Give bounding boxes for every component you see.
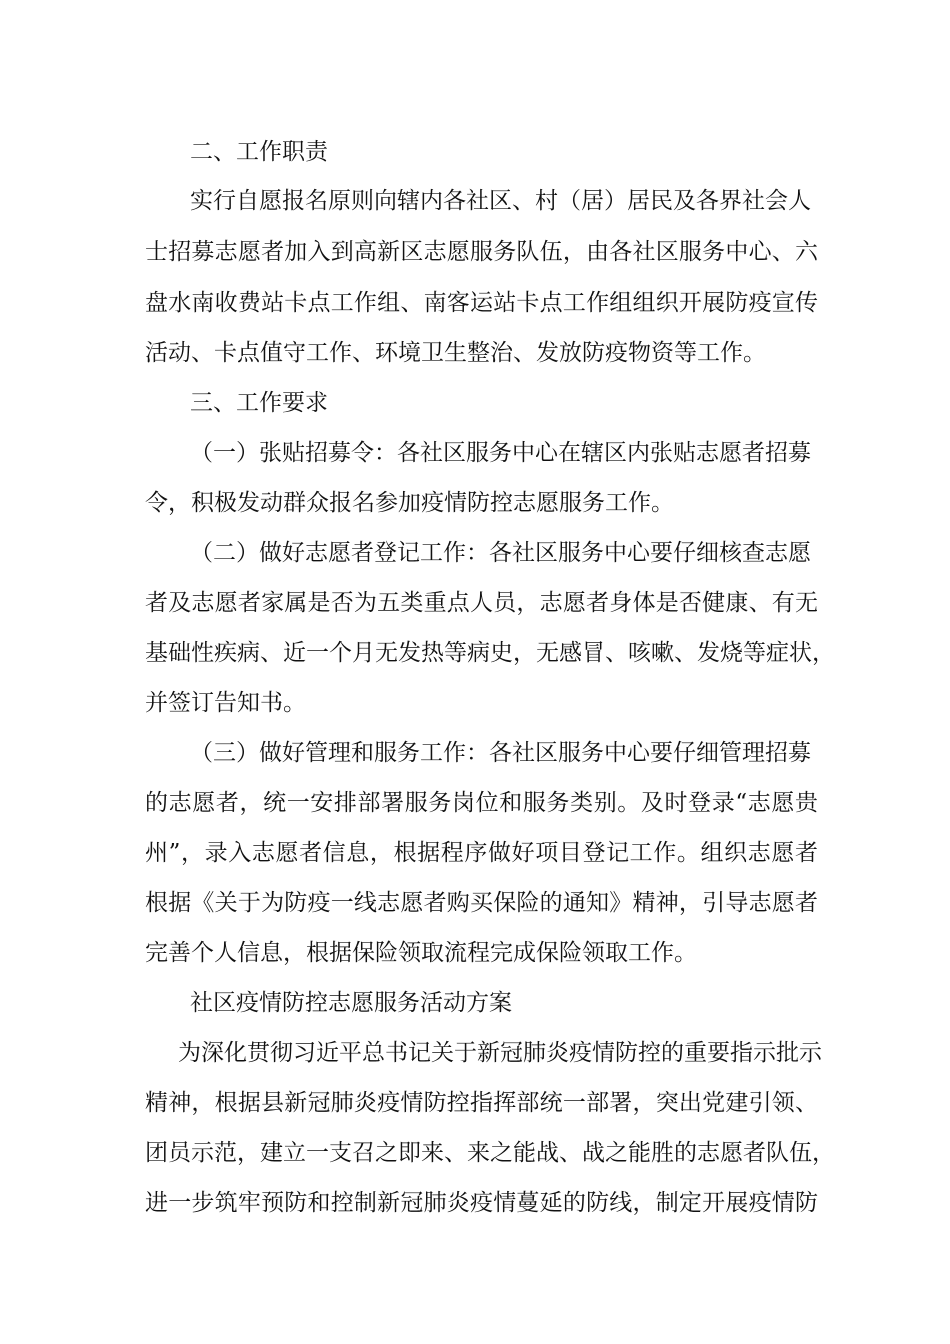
paragraph-line: （三）做好管理和服务工作：各社区服务中心要仔细管理招募 [190,740,811,766]
paragraph-line: 的志愿者，统一安排部署服务岗位和服务类别。及时登录“志愿贵 [145,790,818,816]
paragraph-line: 根据《关于为防疫一线志愿者购买保险的通知》精神，引导志愿者 [145,890,818,916]
paragraph-line: 完善个人信息，根据保险领取流程完成保险领取工作。 [145,940,697,966]
paragraph-line: 令，积极发动群众报名参加疫情防控志愿服务工作。 [145,490,674,516]
paragraph-line: 实行自愿报名原则向辖内各社区、村（居）居民及各界社会人 [190,188,811,214]
section-heading-requirements: 三、工作要求 [190,390,328,416]
paragraph-line: 基础性疾病、近一个月无发热等病史，无感冒、咳嗽、发烧等症状， [145,640,835,666]
paragraph-line: （二）做好志愿者登记工作：各社区服务中心要仔细核查志愿 [190,540,811,566]
paragraph-line: 精神，根据县新冠肺炎疫情防控指挥部统一部署，突出党建引领、 [145,1090,818,1116]
paragraph-line: 团员示范，建立一支召之即来、来之能战、战之能胜的志愿者队伍， [145,1140,835,1166]
paragraph-line: 为深化贯彻习近平总书记关于新冠肺炎疫情防控的重要指示批示 [178,1040,822,1066]
paragraph-line: 盘水南收费站卡点工作组、南客运站卡点工作组组织开展防疫宣传 [145,290,818,316]
paragraph-line: 士招募志愿者加入到高新区志愿服务队伍，由各社区服务中心、六 [145,239,818,265]
paragraph-line: 活动、卡点值守工作、环境卫生整治、发放防疫物资等工作。 [145,340,766,366]
paragraph-line: （一）张贴招募令：各社区服务中心在辖区内张贴志愿者招募 [190,440,811,466]
paragraph-line: 并签订告知书。 [145,690,306,716]
paragraph-line: 者及志愿者家属是否为五类重点人员，志愿者身体是否健康、有无 [145,590,818,616]
paragraph-line: 进一步筑牢预防和控制新冠肺炎疫情蔓延的防线，制定开展疫情防 [145,1190,818,1216]
section-heading-duties: 二、工作职责 [190,139,328,165]
paragraph-line: 州”，录入志愿者信息，根据程序做好项目登记工作。组织志愿者 [145,840,818,866]
plan-title: 社区疫情防控志愿服务活动方案 [190,990,512,1016]
